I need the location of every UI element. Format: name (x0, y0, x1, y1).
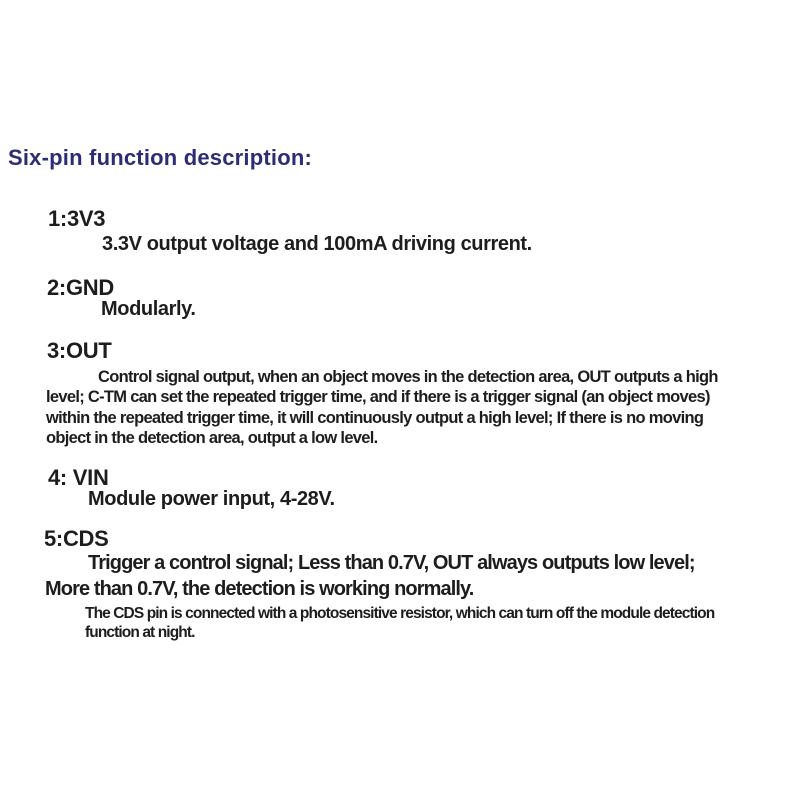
pin-desc-3v3: 3.3V output voltage and 100mA driving current. (102, 233, 532, 255)
paragraph-line: More than 0.7V, the detection is working normally. (45, 578, 474, 600)
pin-paragraph-out (46, 367, 718, 448)
note-line: The CDS pin is connected with a photosensitive resistor, which can turn off the module detection (85, 605, 715, 622)
pin-label-3v3: 1:3V3 (48, 206, 106, 231)
pin-desc-gnd: Modularly. (101, 298, 196, 320)
note-line: function at night. (85, 624, 195, 641)
paragraph-line: Control signal output, when an object moves in the detection area, OUT outputs a high (98, 368, 718, 386)
paragraph-line: within the repeated trigger time, it will continuously output a high level; If there is no moving (46, 408, 704, 427)
paragraph-line: level; C-TM can set the repeated trigger time, and if there is a trigger signal (an object moves) (46, 388, 710, 407)
pin-paragraph-cds (45, 550, 695, 602)
paragraph-line: object in the detection area, output a low level. (46, 428, 378, 447)
pin-desc-vin: Module power input, 4-28V. (88, 488, 335, 510)
pin-note-cds (85, 604, 714, 642)
pin-label-gnd: 2:GND (47, 275, 114, 300)
pin-label-cds: 5:CDS (44, 526, 109, 551)
page-title: Six-pin function description: (8, 145, 313, 170)
paragraph-line: Trigger a control signal; Less than 0.7V, OUT always outputs low level; (88, 552, 695, 574)
pin-label-vin: 4: VIN (48, 465, 109, 490)
pin-label-out: 3:OUT (47, 338, 112, 363)
